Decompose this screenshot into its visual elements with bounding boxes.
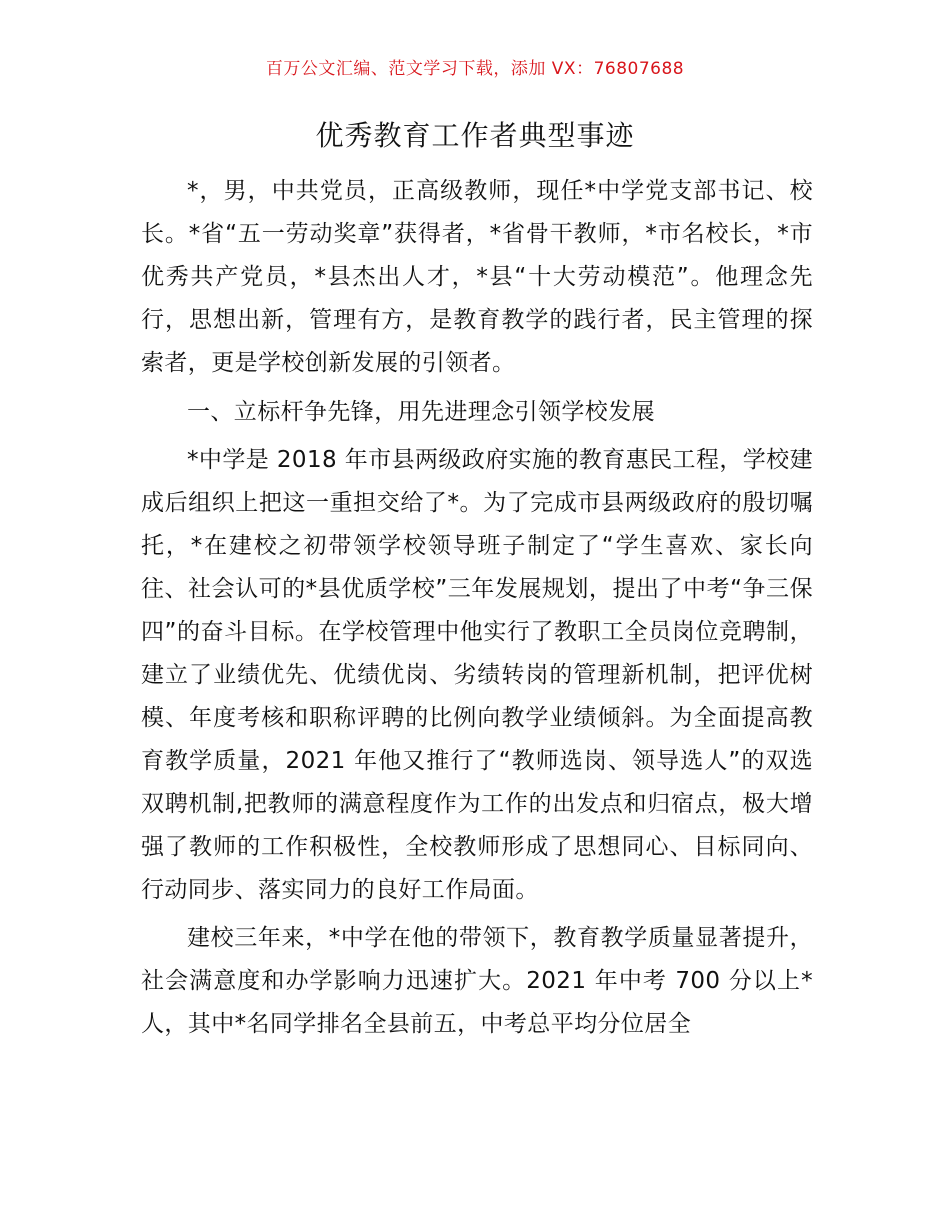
paragraph-school-development: *中学是 2018 年市县两级政府实施的教育惠民工程，学校建成后组织上把这一重担交给了*。为了完成市县两级政府的殷切嘱托，*在建校之初带领学校领导班子制定了“学生喜欢、家长向往、社会认可的*县优质学校”三年发展规划，提出了中考“争三保四”的奋斗目标。在学校管理中他实行了教职工全员岗位竞聘制，建立了业绩优先、优绩优岗、劣绩转岗的管理新机制，把评优树模、年度考核和职称评聘的比例向教学业绩倾斜。为全面提高教育教学质量，2021 年他又推行了“教师选岗、领导选人”的双选双聘机制,把教师的满意程度作为工作的出发点和归宿点，极大增强了教师的工作积极性，全校教师形成了思想同心、目标同向、行动同步、落实同力的良好工作局面。 bbox=[141, 447, 813, 903]
document-body bbox=[141, 170, 813, 1046]
section-heading-1: 一、立标杆争先锋，用先进理念引领学校发展 bbox=[187, 398, 655, 425]
promo-header: 百万公文汇编、范文学习下载，添加 VX：76807688 bbox=[265, 59, 685, 79]
paragraph-intro: *，男，中共党员，正高级教师，现任*中学党支部书记、校长。*省“五一劳动奖章”获得者，*省骨干教师，*市名校长，*市优秀共产党员，*县杰出人才，*县“十大劳动模范”。他理念先行，思想出新，管理有方，是教育教学的践行者，民主管理的探索者，更是学校创新发展的引领者。 bbox=[141, 178, 813, 376]
paragraph-achievements: 建校三年来，*中学在他的带领下，教育教学质量显著提升，社会满意度和办学影响力迅速扩大。2021 年中考 700 分以上*人，其中*名同学排名全县前五，中考总平均分位居全 bbox=[141, 925, 813, 1038]
document-title: 优秀教育工作者典型事迹 bbox=[315, 119, 635, 152]
